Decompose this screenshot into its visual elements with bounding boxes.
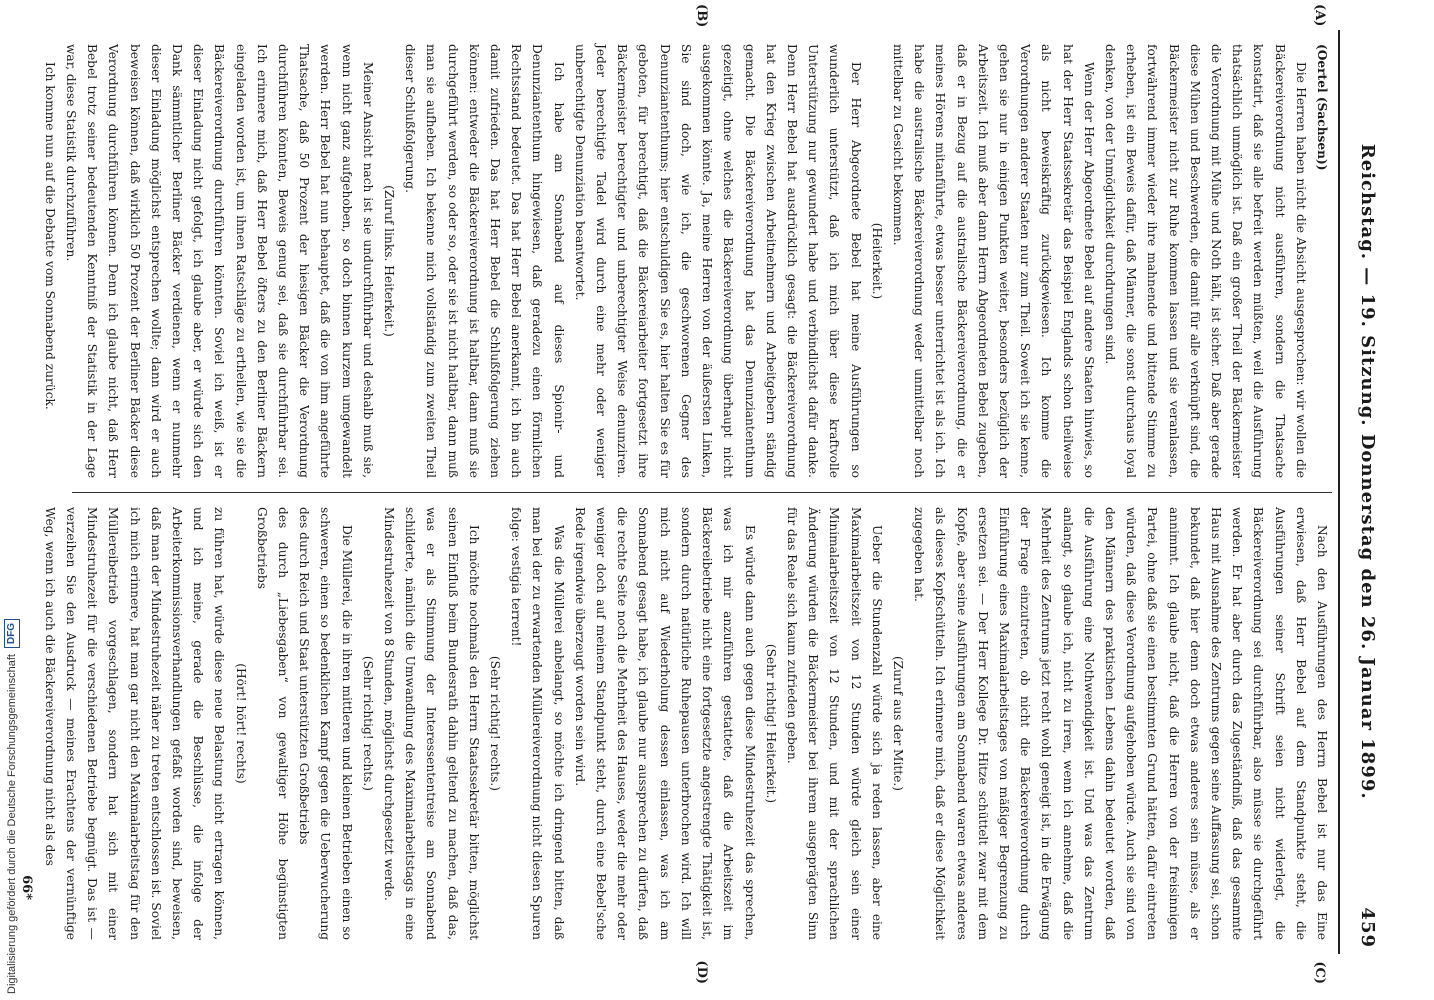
- interjection: (Sehr richtig! rechts.): [360, 655, 375, 792]
- footer-credit: [2, 4, 22, 994]
- text-columns: [18, 4, 1332, 984]
- left-column: [42, 4, 1332, 492]
- paragraph: Ich möchte nochmals den Herrn Staatssekretär bitten, möglichst seinen Einfluß beim Bundesrath dahin geltend zu machen, daß das, was er als Stimmung der Interessententreise am Sonnabend schilderte, nämlich die Umwandlung des Maximalarbeitstags in eine Mindestruhezeit von 8 Stunden, möglichst durchgesetzt werde.: [382, 507, 481, 940]
- paragraph: Es würde dann auch gegen diese Mindestruhezeit das sprechen, was ich mir anzuführen gestattete, daß die Arbeitszeit im Bäckereibetriebe nicht eine fortgesetzte angestrengte Thätigkeit ist, sondern durch natürliche Ruhepausen unterbrochen wird. Ich will mich nicht auf Wiederholung dessen einlassen, was ich am Sonnabend gesagt habe, ich glaube nur aussprechen zu dürfen, daß die rechte Seite noch die Mehrheit des Hauses, weder die mehr oder weniger doch auf meinem Standpunkt steht, durch eine Bebel'sche Rede irgendwie überzeugt worden sein wird.: [572, 507, 757, 940]
- interjection: (Hört! hört! rechts): [233, 663, 248, 784]
- interjection: (Heiterkeit.): [869, 222, 884, 300]
- sheet-signature: 66*: [18, 875, 34, 900]
- paragraph: Nach den Ausführungen des Herrn Bebel ist nur das Eine erwiesen, daß Herr Bebel auf dem Standpunkte steht, die Ausführungen seiner Schrift seien nicht widerlegt, die Bäckereiverordnung sei durchführbar, also müsse sie durchgeführt werden. Er hat aber durch das Zugeständniß, daß das gesammte Haus mit Ausnahme des Zentrums gegen seine Auffassung sei, schon bekundet, daß hier denn doch etwas anderes sein müsse, als er annimmt. Ich glaube nicht, daß die Herren von der freisinnigen Partei, ohne daß sie einen bestimmten Grund hätten, dafür eintreten würden, daß diese Verordnung aufgehoben würde. Auch sie sind von den Männern des praktischen Lebens dahin bedeutet worden, daß die Ausführung eine Nothwendigkeit ist. Und was das Zentrum anlangt, so glaube ich, nicht zu irren, wenn ich annehme, daß die Mehrheit des Zentrums jetzt recht wohl geneigt ist, in die Erwägung der Frage einzutreten, ob nicht die Bäckereiverordnung durch Einführung eines Maximalarbeitstages von mäßiger Begrenzung zu ersetzen sei. — Der Herr Kollege Dr. Hitze schüttelt zwar mit dem Kopfe, aber seine Ausführungen am Sonnabend waren etwas anderes als dieses Kopfschütteln. Ich erinnere mich, daß er diese Möglichkeit zugegeben hat.: [912, 507, 1329, 940]
- paragraph: zu führen hat, würde diese neue Belastung nicht ertragen können, und ich meine, gerade die Beschlüsse, die infolge der Arbeiterkommissionsverhandlungen gefaßt worden sind, beweisen, daß man der Mindestruhezeit näher zu treten entschlossen ist. Soviel ich mich erinnere, hat man gar nicht den Maximalarbeitstag für den Müllereibetrieb vorgeschlagen, sondern hat sich mit einer Mindestruhezeit für die verschiedenen Betriebe begnügt. Das ist — verzeihen Sie den Ausdruck — meines Erachtens der vernünftige Weg, wenn ich auch die Bäckereiverordnung nicht als des: [42, 507, 227, 940]
- interjection: (Sehr richtig! Heiterkeit.): [763, 643, 778, 804]
- margin-mark-a: (A): [1312, 4, 1327, 27]
- paragraph: Der Herr Abgeordnete Bebel hat meine Ausführungen so wunderlich unterstützt, daß ich mich über diese kraftvolle Unterstützung nur gewundert habe und verbindlichst dafür danke. Denn Herr Bebel hat ausdrücklich gesagt: die Bäckereiverordnung hat den Krieg zwischen Arbeitnehmern und Arbeitgebern ständig gemacht. Die Bäckereiverordnung hat das Denunziantenthum gezeitigt, ohne welches die Bäckereiverordnung überhaupt nicht ausgekommen könnte. Ja, meine Herren von der äußersten Linken, Sie sind doch, wie ich, die geschworenen Gegner des Denunziantenthums; hier entschuldigen Sie es, hier halten Sie es für geboten, für berechtigt, daß die Bäckereiarbeiter fortgesetzt ihre Bäckermeister berechtigter und unberechtigter Weise denunziren. Jeder berechtigte Tadel wird durch eine mehr oder weniger unberechtigte Denunziation beantwortet.: [572, 44, 863, 478]
- right-column: [18, 492, 1332, 984]
- interjection: (Zuruf aus der Mitte.): [890, 655, 905, 792]
- interjection: (Zuruf links. Heiterkeit.): [382, 185, 397, 337]
- paragraph: Meiner Ansicht nach ist sie undurchführbar und deshalb muß sie, wenn nicht ganz aufgehoben, so doch binnen kurzem umgewandelt werden. Herr Bebel hat nun behauptet, daß die von ihm angeführte Thatsache, daß 50 Prozent der hiesigen Bäcker die Verordnung durchführen könnten, Beweis genug sei, daß sie durchführbar sei. Ich erinnere mich, daß Herr Bebel öfters zu den Berliner Bäckern eingeladen worden ist, um ihnen Ratschläge zu ertheilen, wie sie die Bäckereiverordnung durchführen könnten. Soviel ich weiß, ist er dieser Einladung nicht gefolgt, ich glaube aber, er würde sich den Dank sämmtlicher Berliner Bäcker verdienen, wenn er nunmehr dieser Einladung möglichst entsprechen wollte; dann wird er auch beweisen können, daß wirklich 50 Prozent der Berliner Bäcker diese Verordnung durchführen können. Denn ich glaube nicht, daß Herr Bebel trotz seiner bedeutenden Kenntniß der Statistik in der Lage war, diese Statistik durchzuführen.: [64, 44, 375, 478]
- paragraph: Ich komme nun auf die Debatte vom Sonnabend zurück.: [42, 62, 57, 410]
- margin-mark-d: (D): [694, 960, 709, 984]
- header-rule: [1338, 30, 1340, 954]
- paragraph: Ueber die Stundenzahl würde sich ja reden lassen, aber eine Maximalarbeitszeit von 12 Stunden würde gleich sein einer Minimalarbeitszeit von 12 Stunden, und mit der sprachlichen Änderung würden die Bäckermeister bei ihrem ausgeprägten Sinn für das Reale sich kaum zufrieden geben.: [784, 507, 884, 940]
- credit-text: Digitalisierung gefördert durch die Deutsche Forschungsgemeinschaft: [6, 654, 18, 994]
- margin-mark-b: (B): [694, 4, 709, 28]
- quote-line: des durch „Liebesgaben“ von gewaltiger Höhe begünstigten Großbetriebs: [254, 507, 291, 940]
- paragraph: Ich habe am Sonnabend auf dieses Spionir- und Denunziantenthum hingewiesen, daß geradezu einen förmlichen Rechtsstand bedeutet. Das hat Herr Bebel anerkannt, ich bin auch damit zufrieden. Das hat Herr Bebel die Schlußfolgerung ziehen können: entweder die Bäckereiverordnung ist haltbar, dann muß sie durchgeführt werden, so oder so, oder sie ist nicht haltbar, dann muß man sie aufheben. Ich bekenne mich vollständig zum zweiten Theil dieser Schlußfolgerung.: [403, 44, 566, 478]
- paragraph: Wenn der Herr Abgeordnete Bebel auf andere Staaten hinwies, so hat der Herr Staatssekretär das Beispiel Englands schon theilweise als nicht beweiskräftig zurückgewiesen. Ich komme die Verordnungen anderer Staaten nur zum Theil. Soweit ich sie kenne, gehen sie nur in einigen Punkten weiter, besonders bezüglich der Arbeitszeit. Ich muß aber dann Herrn Abgeordneten Bebel zugeben, daß er in Bezug auf die australische Bäckereiverordnung, die er meines Hörens mitanführte, etwas besser unterrichtet ist als ich. Ich habe die australische Bäckereiverordnung weder unmittelbar noch mittelbar zu Gesicht bekommen.: [890, 44, 1096, 478]
- running-title: Reichstag. — 19. Sitzung. Donnerstag den 26. Januar 1899.: [1357, 143, 1378, 800]
- margin-mark-c: (C): [1312, 961, 1327, 984]
- page-header: [1344, 30, 1378, 954]
- paragraph: Was die Müllerei anbelangt, so möchte ich dringend bitten, daß man bei der zu erwartenden Müllereiverordnung nicht diesen Spuren folge: vestigia terrent!: [509, 507, 566, 940]
- paragraph: Die Müllerei, die in ihren mittleren und kleinen Betrieben einen so schweren, einen so bedenklichen Kampf gegen die Ueberwucherung des durch Reich und Staat unterstützten Großbetriebs: [297, 507, 354, 940]
- speaker-name: (Oertel (Sachsen)): [1315, 44, 1329, 171]
- page-number: 459: [1357, 907, 1378, 948]
- dfg-logo-icon: DFG: [4, 619, 20, 648]
- rotated-content: [8, 0, 1398, 1000]
- paragraph: Die Herren haben nicht die Absicht ausgesprochen: wir wollen die Bäckereiverordnung nicht ausführen, sondern die Thatsache konstatirt, daß sie alle befreit werden müßten, weil die Ausführung thatsächlich unmöglich ist. Daß ein großer Theil der Bäckermeister die Verordnung mit Mühe und Noth hält, ist sicher. Daß aber gerade diese Mühen und Beschwerden, die damit für alle verknüpft sind, die Bäckermeister nicht zur Ruhe kommen lassen und sie veranlassen, fortwährend immer wieder ihre mahnende und bittende Stimme zu erheben, ist ein Beweis dafür, daß Männer, die sonst durchaus loyal denken, von der Unmöglichkeit durchdrungen sind.: [1102, 44, 1308, 478]
- interjection: (Sehr richtig! rechts.): [488, 655, 503, 792]
